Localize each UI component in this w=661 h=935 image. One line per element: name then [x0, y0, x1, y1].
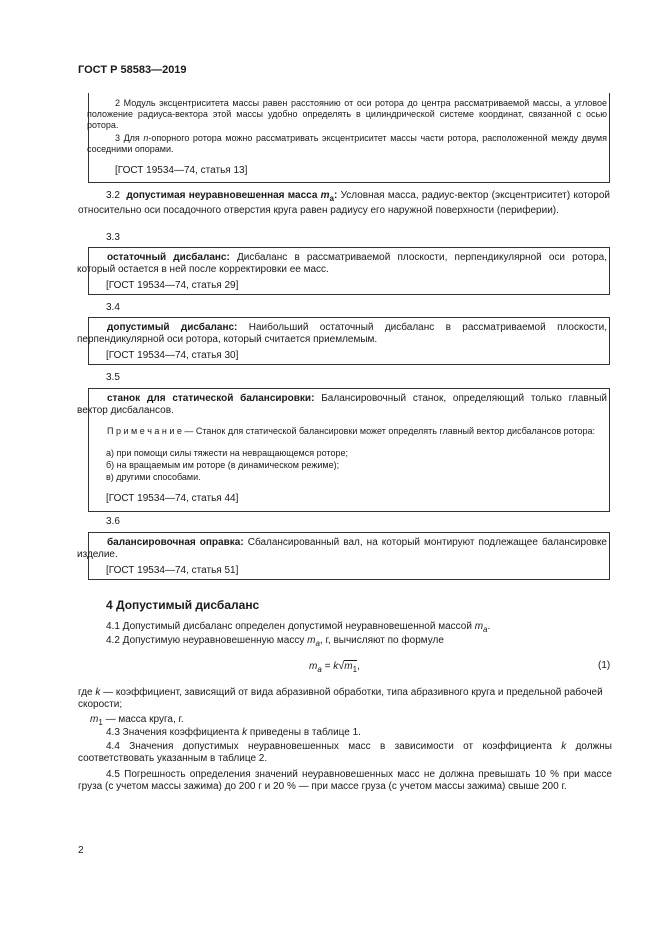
term-3-5-number: 3.5	[106, 372, 120, 383]
term-3-4-number: 3.4	[106, 302, 120, 313]
term-3-5-item-c: в) другими способами.	[106, 472, 201, 482]
term-3-3-number: 3.3	[106, 232, 120, 243]
term-3-6-box	[77, 532, 610, 580]
term-3-6-reference: [ГОСТ 19534—74, статья 51]	[106, 565, 239, 576]
sqrt-icon: √	[338, 660, 345, 672]
paragraph-4-1: 4.1 Допустимый дисбаланс определен допустимой неуравновешенной массой $m_a$.	[106, 621, 491, 634]
note-2: 2 Модуль эксцентриситета массы равен расстоянию от оси ротора до центра рассматриваемой массы, а угловое положение радиуса-вектора этой массы удобно определять в цилиндрической системе координат, связанной с осью ротора.	[87, 98, 607, 130]
paragraph-4-5: 4.5 Погрешность определения значений неуравновешенных масс не должна превышать 10 % при массе груза (с учетом массы зажима) до 200 г и 20 % — при массе груза (с учетом массы зажима) свыше 200 г.	[78, 769, 612, 792]
term-3-2: 3.2 допустимая неуравновешенная масса $m_a$: Условная масса, радиус-вектор (эксцентриситет) которой относительно оси посадочного отверстия круга равен радиусу его наружной поверхности (периферии).	[78, 190, 611, 216]
where-m1: $m_1$ — масса круга, г.	[90, 714, 184, 727]
term-3-6-text: балансировочная оправка: Сбалансированный вал, на который монтируют подлежащее балансировке изделие.	[77, 537, 607, 560]
document-id: ГОСТ Р 58583—2019	[78, 64, 187, 76]
note-3: 3 Для n-опорного ротора можно рассматривать эксцентриситет массы части ротора, расположенной между двумя соседними опорами.	[87, 133, 607, 154]
term-3-5-item-a: а) при помощи силы тяжести на невращающемся роторе;	[106, 448, 348, 458]
term-3-4-text: допустимый дисбаланс: Наибольший остаточный дисбаланс в рассматриваемой плоскости, перпендикулярной оси ротора, который считается приемлемым.	[77, 322, 607, 345]
paragraph-4-2: 4.2 Допустимую неуравновешенную массу $m_a$, г, вычисляют по формуле	[106, 635, 444, 648]
term-3-3-text: остаточный дисбаланс: Дисбаланс в рассматриваемой плоскости, перпендикулярной оси ротора, который остается в ней после корректировки ее масс.	[77, 252, 607, 275]
note-box	[88, 93, 610, 183]
page-number: 2	[78, 845, 84, 856]
paragraph-4-4: 4.4 Значения допустимых неуравновешенных масс в зависимости от коэффициента k должны соответствовать указанным в таблице 2.	[78, 741, 612, 764]
term-3-5-item-b: б) на вращаемым им роторе (в динамическом режиме);	[106, 460, 340, 470]
term-3-4-box	[77, 317, 610, 365]
term-3-5-note: П р и м е ч а н и е — Станок для статической балансировки может определять главный вектор дисбалансов ротора:	[107, 426, 596, 436]
formula-number: (1)	[598, 660, 611, 671]
section-4-title: 4 Допустимый дисбаланс	[106, 598, 260, 612]
term-3-4-reference: [ГОСТ 19534—74, статья 30]	[106, 350, 239, 361]
term-3-5-reference: [ГОСТ 19534—74, статья 44]	[106, 493, 239, 504]
note-box-reference: [ГОСТ 19534—74, статья 13]	[115, 165, 248, 176]
term-3-3-box	[77, 247, 610, 295]
paragraph-4-3: 4.3 Значения коэффициента k приведены в таблице 1.	[106, 727, 361, 738]
term-3-5-box	[77, 388, 610, 512]
term-3-6-number: 3.6	[106, 516, 120, 527]
term-3-3-reference: [ГОСТ 19534—74, статья 29]	[106, 280, 239, 291]
term-3-5-text: станок для статической балансировки: Балансировочный станок, определяющий только главный вектор дисбалансов.	[77, 393, 607, 416]
formula: $m_a = k√m_1$,	[309, 660, 360, 674]
where-k: где k — коэффициент, зависящий от вида абразивной обработки, типа абразивного круга и предельной рабочей скорости;	[78, 687, 603, 710]
